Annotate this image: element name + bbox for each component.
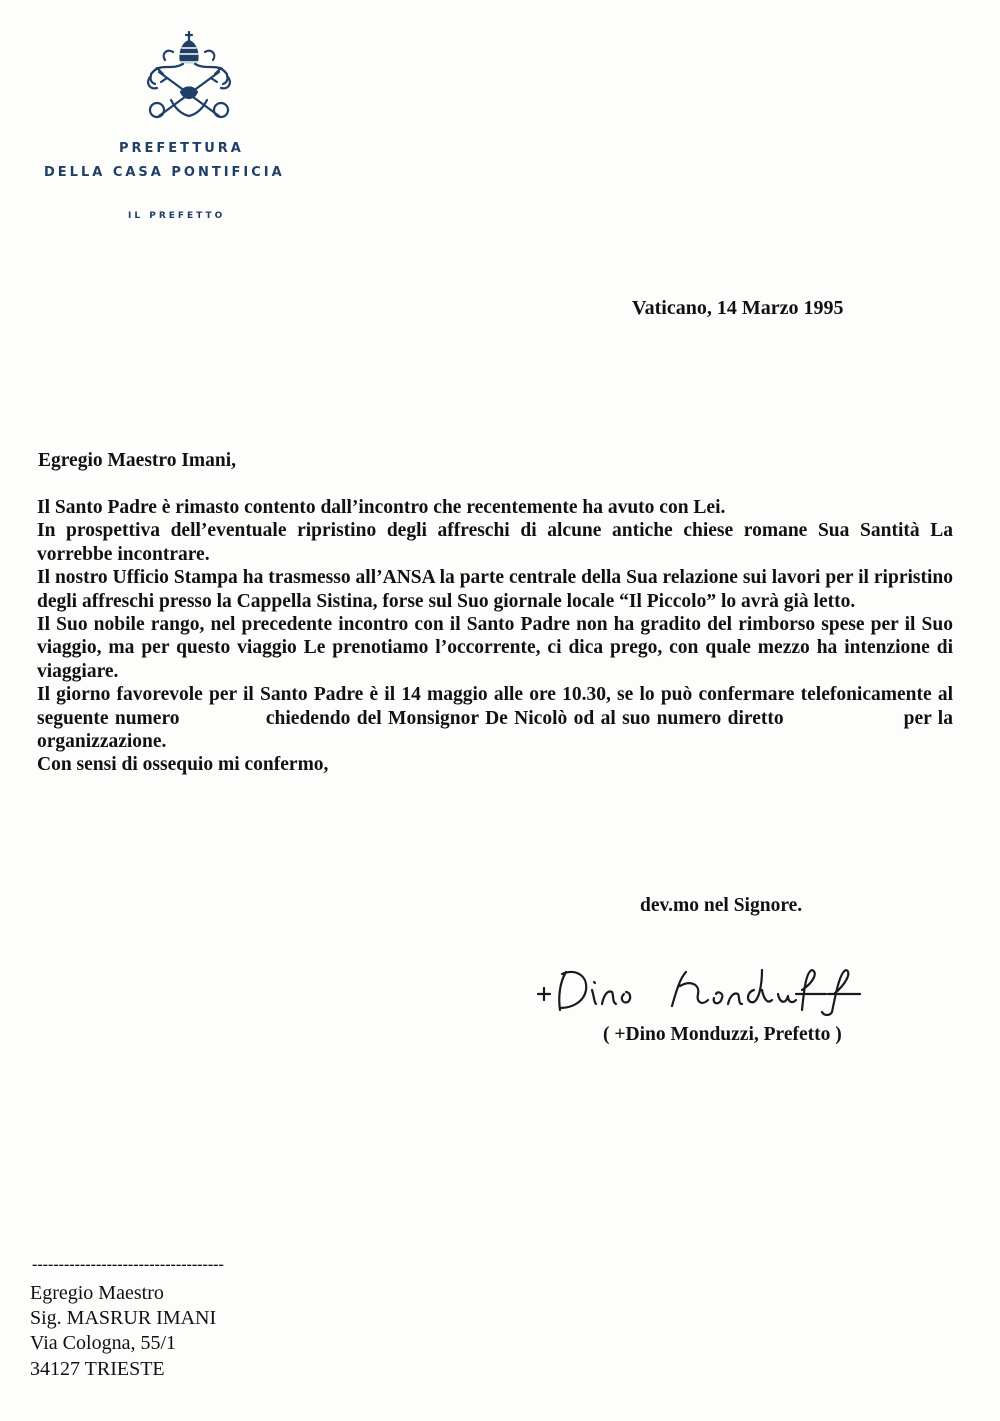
letter-body <box>37 496 953 777</box>
closing: dev.mo nel Signore. <box>640 895 803 916</box>
body-paragraph-5-part-b: chiedendo del Monsignor De Nicolò od al suo numero diretto <box>265 707 784 729</box>
address-line-3: Via Cologna, 55/1 <box>30 1332 177 1355</box>
body-paragraph-4: Il Suo nobile rango, nel precedente incontro con il Santo Padre non ha gradito del rimborso spese per il Suo viaggio, ma per questo viaggio Le prenotiamo l’occorrente, ci dica prego, con quale mezzo ha intenzione di viaggiare. <box>37 614 953 682</box>
letterhead-casa-pontificia: DELLA CASA PONTIFICIA <box>44 165 285 180</box>
body-paragraph-2: In prospettiva dell’eventuale ripristino degli affreschi di alcune antiche chiese romane Sua Santità La vorrebbe incontrare. <box>37 520 953 565</box>
body-paragraph-1: Il Santo Padre è rimasto contento dall’incontro che recentemente ha avuto con Lei. <box>37 497 726 518</box>
address-line-2: Sig. MASRUR IMANI <box>30 1307 217 1330</box>
letterhead-il-prefetto: IL PREFETTO <box>128 211 226 221</box>
address-line-1: Egregio Maestro <box>30 1282 164 1304</box>
papal-coat-of-arms-icon <box>141 30 237 120</box>
recipient-address <box>30 1281 216 1382</box>
letterhead-prefettura: PREFETTURA <box>119 141 244 156</box>
salutation: Egregio Maestro Imani, <box>38 450 237 471</box>
body-paragraph-3: Il nostro Ufficio Stampa ha trasmesso all’ANSA la parte centrale della Sua relazione sui lavori per il ripristino degli affreschi presso la Cappella Sistina, forse sul Suo giornale locale “Il Piccolo” lo avrà già letto. <box>37 567 953 612</box>
body-paragraph-5-part-c: per la organizzazione. <box>37 707 953 753</box>
body-paragraph-6: Con sensi di ossequio mi confermo, <box>37 754 329 776</box>
body-paragraph-5 <box>37 683 953 753</box>
address-line-4: 34127 TRIESTE <box>30 1357 165 1380</box>
body-paragraph-5-part-a: Il giorno favorevole per il Santo Padre è il 14 maggio alle ore 10.30, se lo può confermare telefonicamente al seguente numero <box>37 684 953 729</box>
signer-name: ( +Dino Monduzzi, Prefetto ) <box>603 1024 842 1045</box>
handwritten-signature <box>530 960 875 1020</box>
letter-date: Vaticano, 14 Marzo 1995 <box>632 297 844 319</box>
address-separator: ------------------------------------ <box>32 1256 224 1273</box>
